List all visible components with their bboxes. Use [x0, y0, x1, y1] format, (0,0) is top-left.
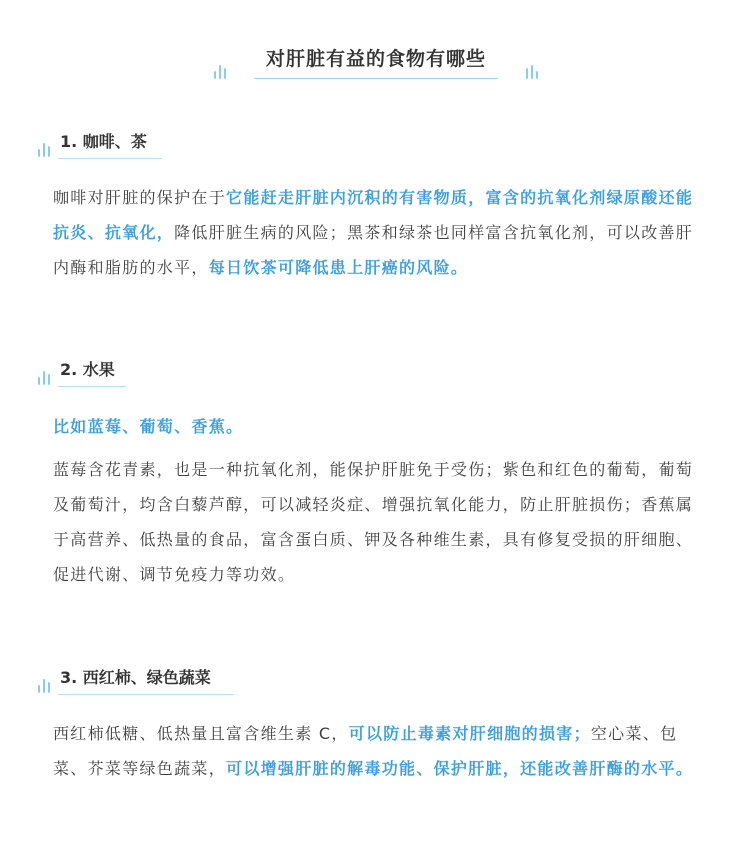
- section-title: 1. 咖啡、茶: [60, 132, 147, 151]
- section-title: 2. 水果: [60, 360, 115, 379]
- text-run: 西红柿低糖、低热量且富含维生素 C，: [53, 724, 349, 743]
- decorative-bars-icon: [38, 679, 50, 693]
- text-run: 蓝莓含花青素，也是一种抗氧化剂，能保护肝脏免于受伤；紫色和红色的葡萄，葡萄及葡萄汁，均含白藜芦醇，可以减轻炎症、增强抗氧化能力，防止肝脏损伤；香蕉属于高营养、低热量的食品，富含蛋白质、钾及各种维生素，具有修复受损的肝细胞、促进代谢、调节免疫力等功效。: [53, 460, 694, 584]
- decorative-bars-icon: [38, 143, 50, 157]
- paragraph: [53, 716, 698, 786]
- highlight-text: 可以增强肝脏的解毒功能、保护肝脏，还能改善肝酶的水平。: [226, 759, 694, 778]
- text-run: 咖啡对肝脏的保护在于: [53, 188, 227, 207]
- highlight-text: 每日饮茶可降低患上肝癌的风险。: [208, 258, 469, 277]
- highlight-text: 可以防止毒素对肝细胞的损害；: [348, 724, 591, 743]
- section-underline: [58, 386, 126, 387]
- title-block: [0, 44, 752, 79]
- highlight-text: 比如蓝莓、葡萄、香蕉。: [53, 417, 244, 436]
- decorative-bars-icon: [526, 65, 538, 79]
- text-run: 降低肝脏生病的风险；黑茶和绿茶也同样富含抗氧化剂，可以改善肝内酶和脂肪的水平，: [53, 223, 694, 277]
- decorative-bars-icon: [214, 65, 226, 79]
- section-header-coffee-tea: [38, 128, 162, 159]
- paragraph: [53, 180, 698, 285]
- text-run: 空心菜、包菜、芥菜等绿色蔬菜，: [53, 724, 678, 778]
- title-underline: [254, 78, 498, 79]
- section-underline: [58, 158, 162, 159]
- section-header-fruit: [38, 356, 126, 387]
- page-title: 对肝脏有益的食物有哪些: [265, 48, 486, 70]
- section-underline: [58, 694, 234, 695]
- highlight-text: 它能赶走肝脏内沉积的有害物质，富含的抗氧化剂绿原酸还能抗炎、抗氧化，: [53, 188, 694, 242]
- decorative-bars-icon: [38, 371, 50, 385]
- section-header-vegetables: [38, 664, 234, 695]
- paragraph: [53, 452, 698, 592]
- section-title: 3. 西红柿、绿色蔬菜: [60, 668, 211, 687]
- paragraph: [53, 409, 698, 444]
